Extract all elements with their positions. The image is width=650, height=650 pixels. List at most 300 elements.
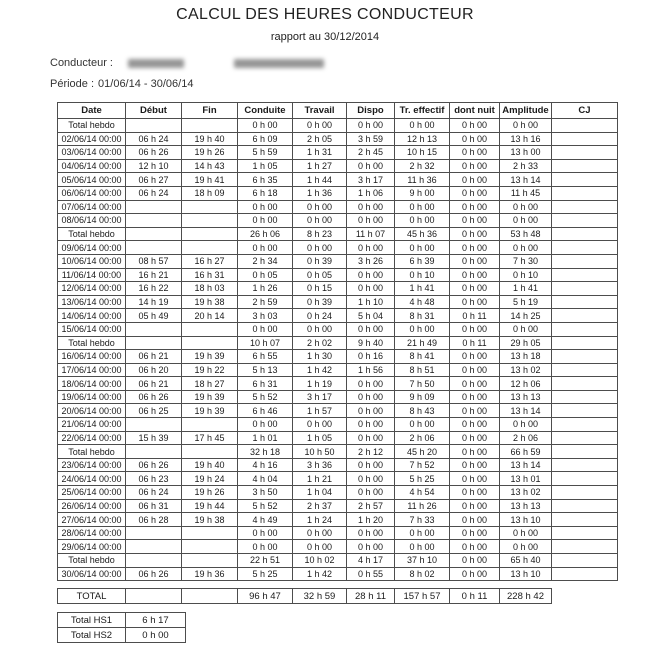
cell-debut: 08 h 57: [126, 254, 182, 268]
day-row: [58, 173, 618, 187]
report-date-subtitle: rapport au 30/12/2014: [270, 31, 380, 43]
cell-date: 04/06/14 00:00: [58, 159, 126, 173]
cell-conduite: 5 h 52: [238, 499, 293, 513]
cell-debut: 16 h 22: [126, 282, 182, 296]
cell-travail: 0 h 15: [293, 282, 347, 296]
cell-conduite: 5 h 13: [238, 363, 293, 377]
cell-amplitude: 13 h 14: [500, 173, 552, 187]
report-page: [0, 6, 650, 650]
hs-totals-table: [57, 612, 186, 643]
cell-debut: [126, 554, 182, 568]
cell-cj: [552, 431, 618, 445]
cell-dispo: 11 h 07: [347, 227, 395, 241]
cell-travail: 0 h 00: [293, 214, 347, 228]
cell-dont-nuit: 0 h 00: [450, 377, 500, 391]
hs-total-value: 6 h 17: [126, 613, 186, 628]
cell-fin: 19 h 41: [182, 173, 238, 187]
cell-dont-nuit: 0 h 00: [450, 567, 500, 581]
day-row: [58, 254, 618, 268]
cell-fin: [182, 241, 238, 255]
conductor-line: [50, 57, 650, 69]
cell-debut: 06 h 24: [126, 486, 182, 500]
cell-tr-effectif: 45 h 36: [395, 227, 450, 241]
cell-conduite: 22 h 51: [238, 554, 293, 568]
cell-debut: [126, 200, 182, 214]
cell-debut: 06 h 31: [126, 499, 182, 513]
period-label: Période :: [50, 78, 95, 90]
cell-tr-effectif: 8 h 43: [395, 404, 450, 418]
grand-total-row: [58, 589, 552, 604]
cell-travail: 1 h 05: [293, 431, 347, 445]
day-row: [58, 268, 618, 282]
cell-tr-effectif: 9 h 00: [395, 186, 450, 200]
hs-total-label: Total HS2: [58, 628, 126, 643]
cell-amplitude: 13 h 10: [500, 513, 552, 527]
cell-tr-effectif: 0 h 00: [395, 526, 450, 540]
cell-amplitude: 13 h 00: [500, 146, 552, 160]
cell-dont-nuit: 0 h 00: [450, 390, 500, 404]
cell-debut: [126, 526, 182, 540]
day-row: [58, 458, 618, 472]
cell-amplitude: 1 h 41: [500, 282, 552, 296]
cell-dispo: 0 h 00: [347, 418, 395, 432]
grand-total-cell-travail: 32 h 59: [293, 589, 347, 604]
cell-debut: 06 h 23: [126, 472, 182, 486]
cell-dispo: 0 h 00: [347, 458, 395, 472]
cell-debut: 06 h 25: [126, 404, 182, 418]
cell-dont-nuit: 0 h 00: [450, 159, 500, 173]
cell-debut: 06 h 24: [126, 132, 182, 146]
cell-debut: [126, 336, 182, 350]
cell-tr-effectif: 8 h 02: [395, 567, 450, 581]
grand-total-cell-tr-effectif: 157 h 57: [395, 589, 450, 604]
cell-dont-nuit: 0 h 11: [450, 336, 500, 350]
cell-date: 05/06/14 00:00: [58, 173, 126, 187]
day-row: [58, 540, 618, 554]
cell-conduite: 3 h 50: [238, 486, 293, 500]
cell-cj: [552, 214, 618, 228]
column-header-dont-nuit: dont nuit: [450, 103, 500, 119]
cell-date: 06/06/14 00:00: [58, 186, 126, 200]
column-header-fin: Fin: [182, 103, 238, 119]
cell-travail: 1 h 42: [293, 363, 347, 377]
cell-amplitude: 0 h 00: [500, 322, 552, 336]
cell-tr-effectif: 45 h 20: [395, 445, 450, 459]
cell-debut: [126, 540, 182, 554]
cell-dispo: 0 h 00: [347, 159, 395, 173]
cell-cj: [552, 445, 618, 459]
cell-dispo: 2 h 45: [347, 146, 395, 160]
cell-dispo: 1 h 10: [347, 295, 395, 309]
cell-dont-nuit: 0 h 00: [450, 200, 500, 214]
cell-date: 26/06/14 00:00: [58, 499, 126, 513]
grand-total-cell-date: TOTAL: [58, 589, 126, 604]
cell-date: 03/06/14 00:00: [58, 146, 126, 160]
cell-travail: 10 h 02: [293, 554, 347, 568]
cell-travail: 1 h 31: [293, 146, 347, 160]
cell-dont-nuit: 0 h 00: [450, 282, 500, 296]
cell-dont-nuit: 0 h 00: [450, 404, 500, 418]
cell-debut: 16 h 21: [126, 268, 182, 282]
cell-dont-nuit: 0 h 00: [450, 119, 500, 133]
cell-conduite: 0 h 00: [238, 418, 293, 432]
cell-dispo: 0 h 00: [347, 214, 395, 228]
cell-tr-effectif: 12 h 13: [395, 132, 450, 146]
cell-cj: [552, 336, 618, 350]
cell-travail: 3 h 17: [293, 390, 347, 404]
cell-fin: [182, 554, 238, 568]
cell-cj: [552, 513, 618, 527]
weekly-total-row: [58, 445, 618, 459]
cell-dispo: 0 h 00: [347, 200, 395, 214]
day-row: [58, 363, 618, 377]
cell-cj: [552, 268, 618, 282]
cell-cj: [552, 309, 618, 323]
cell-tr-effectif: 0 h 00: [395, 119, 450, 133]
cell-cj: [552, 254, 618, 268]
cell-cj: [552, 241, 618, 255]
cell-amplitude: 66 h 59: [500, 445, 552, 459]
hs-total-value: 0 h 00: [126, 628, 186, 643]
cell-travail: 0 h 00: [293, 241, 347, 255]
cell-date: 17/06/14 00:00: [58, 363, 126, 377]
cell-cj: [552, 186, 618, 200]
cell-dispo: 0 h 55: [347, 567, 395, 581]
cell-amplitude: 7 h 30: [500, 254, 552, 268]
cell-travail: 2 h 37: [293, 499, 347, 513]
cell-date: 19/06/14 00:00: [58, 390, 126, 404]
cell-dont-nuit: 0 h 00: [450, 418, 500, 432]
cell-debut: 06 h 26: [126, 567, 182, 581]
grand-total-cell-debut: [126, 589, 182, 604]
day-row: [58, 295, 618, 309]
weekly-total-row: [58, 336, 618, 350]
cell-travail: 0 h 00: [293, 526, 347, 540]
cell-fin: [182, 214, 238, 228]
cell-travail: 2 h 05: [293, 132, 347, 146]
cell-tr-effectif: 9 h 09: [395, 390, 450, 404]
cell-tr-effectif: 0 h 00: [395, 241, 450, 255]
cell-date: 08/06/14 00:00: [58, 214, 126, 228]
cell-dispo: 0 h 00: [347, 404, 395, 418]
cell-dont-nuit: 0 h 00: [450, 554, 500, 568]
cell-conduite: 6 h 35: [238, 173, 293, 187]
cell-travail: 1 h 36: [293, 186, 347, 200]
cell-conduite: 0 h 00: [238, 119, 293, 133]
cell-dont-nuit: 0 h 00: [450, 526, 500, 540]
cell-conduite: 5 h 52: [238, 390, 293, 404]
cell-travail: 10 h 50: [293, 445, 347, 459]
day-row: [58, 404, 618, 418]
weekly-total-row: [58, 119, 618, 133]
cell-conduite: 0 h 00: [238, 526, 293, 540]
cell-cj: [552, 499, 618, 513]
cell-date: 18/06/14 00:00: [58, 377, 126, 391]
cell-dont-nuit: 0 h 00: [450, 363, 500, 377]
cell-debut: [126, 445, 182, 459]
cell-tr-effectif: 7 h 52: [395, 458, 450, 472]
cell-amplitude: 0 h 00: [500, 418, 552, 432]
cell-tr-effectif: 21 h 49: [395, 336, 450, 350]
cell-tr-effectif: 0 h 00: [395, 322, 450, 336]
day-row: [58, 390, 618, 404]
cell-amplitude: 11 h 45: [500, 186, 552, 200]
column-header-travail: Travail: [293, 103, 347, 119]
cell-fin: 19 h 26: [182, 486, 238, 500]
cell-conduite: 3 h 03: [238, 309, 293, 323]
cell-dispo: 3 h 17: [347, 173, 395, 187]
hs-totals-body: [58, 613, 186, 643]
cell-fin: 20 h 14: [182, 309, 238, 323]
day-row: [58, 486, 618, 500]
cell-amplitude: 13 h 18: [500, 350, 552, 364]
cell-dont-nuit: 0 h 00: [450, 227, 500, 241]
cell-cj: [552, 295, 618, 309]
cell-dispo: 0 h 00: [347, 268, 395, 282]
cell-dont-nuit: 0 h 00: [450, 486, 500, 500]
cell-dont-nuit: 0 h 00: [450, 295, 500, 309]
cell-fin: 19 h 44: [182, 499, 238, 513]
cell-dispo: 0 h 00: [347, 119, 395, 133]
cell-travail: 3 h 36: [293, 458, 347, 472]
day-row: [58, 526, 618, 540]
column-header-tr-effectif: Tr. effectif: [395, 103, 450, 119]
cell-travail: 1 h 21: [293, 472, 347, 486]
cell-date: Total hebdo: [58, 227, 126, 241]
column-header-amplitude: Amplitude: [500, 103, 552, 119]
day-row: [58, 472, 618, 486]
cell-cj: [552, 377, 618, 391]
cell-conduite: 6 h 55: [238, 350, 293, 364]
cell-amplitude: 14 h 25: [500, 309, 552, 323]
cell-debut: 14 h 19: [126, 295, 182, 309]
cell-fin: 16 h 27: [182, 254, 238, 268]
column-header-dispo: Dispo: [347, 103, 395, 119]
cell-date: 13/06/14 00:00: [58, 295, 126, 309]
cell-tr-effectif: 8 h 51: [395, 363, 450, 377]
cell-conduite: 0 h 05: [238, 268, 293, 282]
conductor-name-redacted: [234, 59, 324, 68]
cell-debut: 06 h 21: [126, 377, 182, 391]
cell-travail: 1 h 24: [293, 513, 347, 527]
cell-date: 02/06/14 00:00: [58, 132, 126, 146]
cell-tr-effectif: 7 h 50: [395, 377, 450, 391]
cell-conduite: 0 h 00: [238, 214, 293, 228]
cell-amplitude: 0 h 00: [500, 540, 552, 554]
cell-conduite: 5 h 59: [238, 146, 293, 160]
cell-debut: 06 h 28: [126, 513, 182, 527]
cell-amplitude: 13 h 14: [500, 458, 552, 472]
cell-conduite: 6 h 18: [238, 186, 293, 200]
cell-dont-nuit: 0 h 00: [450, 132, 500, 146]
day-row: [58, 282, 618, 296]
cell-amplitude: 13 h 16: [500, 132, 552, 146]
cell-dispo: 0 h 00: [347, 282, 395, 296]
hours-table-body: [58, 119, 618, 581]
cell-amplitude: 13 h 13: [500, 499, 552, 513]
cell-cj: [552, 458, 618, 472]
cell-dont-nuit: 0 h 00: [450, 173, 500, 187]
cell-tr-effectif: 0 h 10: [395, 268, 450, 282]
cell-conduite: 4 h 49: [238, 513, 293, 527]
cell-travail: 0 h 00: [293, 119, 347, 133]
cell-debut: [126, 227, 182, 241]
cell-travail: 1 h 44: [293, 173, 347, 187]
grand-total-table: [57, 588, 552, 604]
cell-amplitude: 65 h 40: [500, 554, 552, 568]
cell-dispo: 2 h 57: [347, 499, 395, 513]
day-row: [58, 200, 618, 214]
cell-dispo: 0 h 00: [347, 377, 395, 391]
cell-tr-effectif: 4 h 48: [395, 295, 450, 309]
cell-fin: [182, 119, 238, 133]
cell-dispo: 0 h 00: [347, 540, 395, 554]
cell-dont-nuit: 0 h 11: [450, 309, 500, 323]
cell-conduite: 6 h 31: [238, 377, 293, 391]
cell-date: 10/06/14 00:00: [58, 254, 126, 268]
cell-amplitude: 2 h 33: [500, 159, 552, 173]
cell-dont-nuit: 0 h 00: [450, 322, 500, 336]
cell-travail: 0 h 00: [293, 200, 347, 214]
cell-fin: 18 h 09: [182, 186, 238, 200]
cell-fin: 17 h 45: [182, 431, 238, 445]
day-row: [58, 431, 618, 445]
cell-cj: [552, 282, 618, 296]
period-line: [50, 78, 650, 90]
cell-date: 27/06/14 00:00: [58, 513, 126, 527]
hours-table-head: [58, 103, 618, 119]
cell-amplitude: 0 h 00: [500, 214, 552, 228]
cell-travail: 0 h 00: [293, 322, 347, 336]
cell-debut: [126, 322, 182, 336]
cell-fin: 19 h 39: [182, 350, 238, 364]
conductor-code-redacted: [128, 59, 184, 68]
cell-tr-effectif: 0 h 00: [395, 214, 450, 228]
cell-cj: [552, 159, 618, 173]
cell-dispo: 0 h 00: [347, 390, 395, 404]
cell-cj: [552, 486, 618, 500]
cell-debut: 06 h 26: [126, 146, 182, 160]
cell-tr-effectif: 37 h 10: [395, 554, 450, 568]
column-header-date: Date: [58, 103, 126, 119]
cell-cj: [552, 418, 618, 432]
column-header-debut: Début: [126, 103, 182, 119]
cell-date: 12/06/14 00:00: [58, 282, 126, 296]
cell-travail: 0 h 05: [293, 268, 347, 282]
cell-conduite: 2 h 34: [238, 254, 293, 268]
cell-cj: [552, 200, 618, 214]
cell-conduite: 6 h 46: [238, 404, 293, 418]
cell-conduite: 4 h 04: [238, 472, 293, 486]
cell-fin: 16 h 31: [182, 268, 238, 282]
day-row: [58, 214, 618, 228]
cell-dont-nuit: 0 h 00: [450, 540, 500, 554]
cell-amplitude: 0 h 00: [500, 200, 552, 214]
hs-total-row: [58, 613, 186, 628]
cell-tr-effectif: 0 h 00: [395, 540, 450, 554]
column-header-cj: CJ: [552, 103, 618, 119]
cell-amplitude: 13 h 02: [500, 363, 552, 377]
cell-conduite: 6 h 09: [238, 132, 293, 146]
cell-amplitude: 13 h 02: [500, 486, 552, 500]
cell-amplitude: 0 h 10: [500, 268, 552, 282]
cell-cj: [552, 472, 618, 486]
cell-dispo: 2 h 12: [347, 445, 395, 459]
cell-tr-effectif: 4 h 54: [395, 486, 450, 500]
cell-conduite: 1 h 05: [238, 159, 293, 173]
cell-dont-nuit: 0 h 00: [450, 350, 500, 364]
cell-dont-nuit: 0 h 00: [450, 445, 500, 459]
day-row: [58, 418, 618, 432]
cell-dispo: 9 h 40: [347, 336, 395, 350]
cell-travail: 1 h 30: [293, 350, 347, 364]
cell-date: 14/06/14 00:00: [58, 309, 126, 323]
cell-amplitude: 0 h 00: [500, 241, 552, 255]
cell-tr-effectif: 0 h 00: [395, 200, 450, 214]
cell-conduite: 26 h 06: [238, 227, 293, 241]
cell-dispo: 1 h 06: [347, 186, 395, 200]
grand-total-cell-dont-nuit: 0 h 11: [450, 589, 500, 604]
weekly-total-row: [58, 227, 618, 241]
cell-cj: [552, 132, 618, 146]
period-value: 01/06/14 - 30/06/14: [98, 78, 194, 90]
day-row: [58, 499, 618, 513]
cell-amplitude: 13 h 10: [500, 567, 552, 581]
cell-fin: [182, 445, 238, 459]
cell-dispo: 0 h 00: [347, 431, 395, 445]
grand-total-body: [58, 589, 552, 604]
cell-fin: 19 h 39: [182, 404, 238, 418]
cell-date: 30/06/14 00:00: [58, 567, 126, 581]
cell-tr-effectif: 0 h 00: [395, 418, 450, 432]
cell-travail: 1 h 19: [293, 377, 347, 391]
table-header-row: [58, 103, 618, 119]
cell-date: 07/06/14 00:00: [58, 200, 126, 214]
cell-cj: [552, 404, 618, 418]
cell-cj: [552, 567, 618, 581]
day-row: [58, 309, 618, 323]
cell-dispo: 3 h 59: [347, 132, 395, 146]
cell-debut: [126, 214, 182, 228]
cell-debut: 06 h 21: [126, 350, 182, 364]
cell-fin: 14 h 43: [182, 159, 238, 173]
cell-date: 23/06/14 00:00: [58, 458, 126, 472]
cell-debut: [126, 418, 182, 432]
cell-fin: 19 h 24: [182, 472, 238, 486]
cell-fin: [182, 526, 238, 540]
cell-debut: [126, 119, 182, 133]
cell-date: 25/06/14 00:00: [58, 486, 126, 500]
cell-amplitude: 2 h 06: [500, 431, 552, 445]
cell-debut: 15 h 39: [126, 431, 182, 445]
cell-cj: [552, 119, 618, 133]
cell-date: 09/06/14 00:00: [58, 241, 126, 255]
cell-tr-effectif: 8 h 31: [395, 309, 450, 323]
cell-dont-nuit: 0 h 00: [450, 268, 500, 282]
cell-cj: [552, 363, 618, 377]
cell-dont-nuit: 0 h 00: [450, 472, 500, 486]
cell-debut: [126, 241, 182, 255]
cell-debut: 06 h 26: [126, 390, 182, 404]
cell-fin: 19 h 40: [182, 458, 238, 472]
cell-travail: 1 h 04: [293, 486, 347, 500]
hours-table: [57, 102, 618, 581]
cell-conduite: 0 h 00: [238, 322, 293, 336]
day-row: [58, 241, 618, 255]
cell-date: Total hebdo: [58, 336, 126, 350]
day-row: [58, 567, 618, 581]
cell-fin: 19 h 39: [182, 390, 238, 404]
